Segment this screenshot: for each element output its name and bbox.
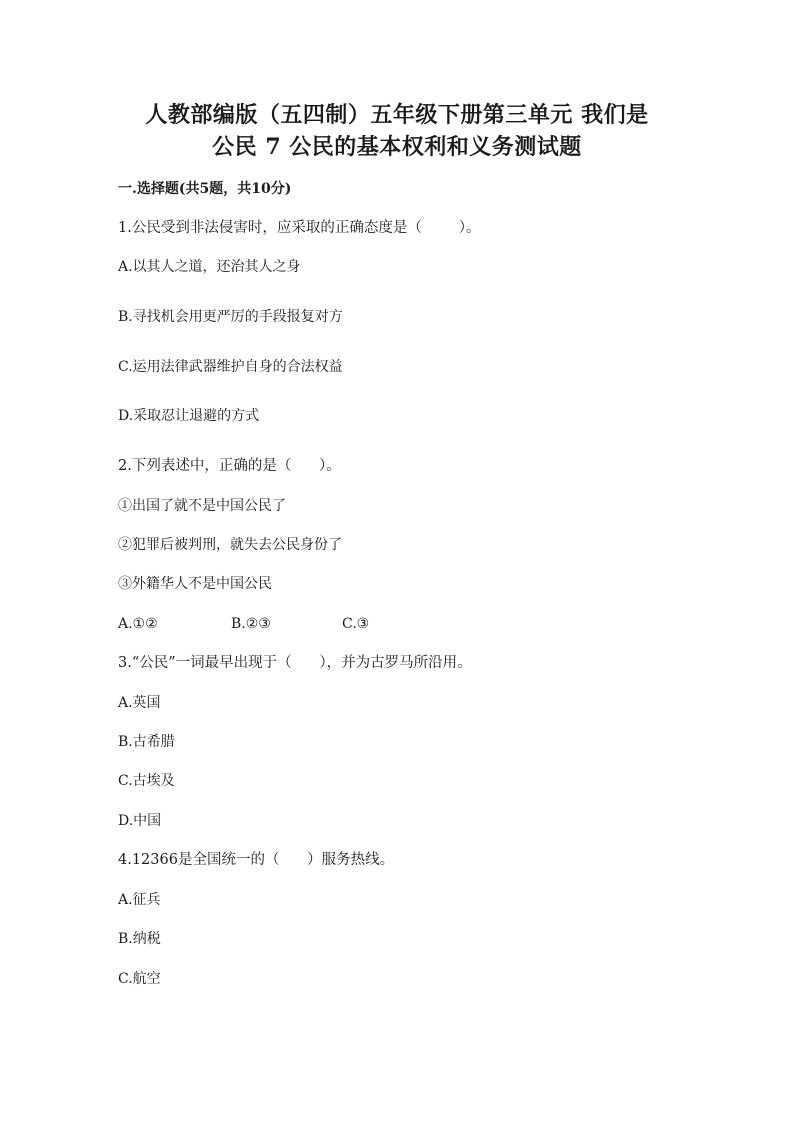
question-2-option-a: A.①② xyxy=(118,616,158,632)
document-title-line-1: 人教部编版（五四制）五年级下册第三单元 我们是 xyxy=(145,102,649,128)
question-3-option-b: B.古希腊 xyxy=(118,734,175,750)
question-3-option-d: D.中国 xyxy=(118,813,162,829)
question-2-statement-3: ③外籍华人不是中国公民 xyxy=(118,576,272,592)
question-1-option-a: A.以其人之道，还治其人之身 xyxy=(118,259,301,275)
question-1-stem: 1.公民受到非法侵害时，应采取的正确态度是（ ）。 xyxy=(118,220,481,236)
question-2-statement-2: ②犯罪后被判刑，就失去公民身份了 xyxy=(118,537,342,553)
question-1-option-d: D.采取忍让退避的方式 xyxy=(118,408,260,424)
question-2-statement-1: ①出国了就不是中国公民了 xyxy=(118,498,286,514)
question-1-option-b: B.寻找机会用更严厉的手段报复对方 xyxy=(118,309,343,325)
question-4-option-c: C.航空 xyxy=(118,971,161,987)
question-3-option-a: A.英国 xyxy=(118,695,161,711)
section-heading: 一.选择题(共5题，共10分) xyxy=(118,181,292,197)
question-3-option-c: C.古埃及 xyxy=(118,773,175,789)
question-4-option-a: A.征兵 xyxy=(118,892,161,908)
question-2-option-b: B.②③ xyxy=(231,616,271,632)
question-3-stem: 3.“公民”一词最早出现于（ ），并为古罗马所沿用。 xyxy=(118,655,472,671)
question-1-option-c: C.运用法律武器维护自身的合法权益 xyxy=(118,359,343,375)
question-4-option-b: B.纳税 xyxy=(118,931,161,947)
document-title-line-2: 公民 7 公民的基本权利和义务测试题 xyxy=(212,134,582,160)
question-2-option-c: C.③ xyxy=(342,616,370,632)
question-4-stem: 4.12366是全国统一的（ ）服务热线。 xyxy=(118,852,395,868)
question-2-stem: 2.下列表述中，正确的是（ ）。 xyxy=(118,458,341,474)
